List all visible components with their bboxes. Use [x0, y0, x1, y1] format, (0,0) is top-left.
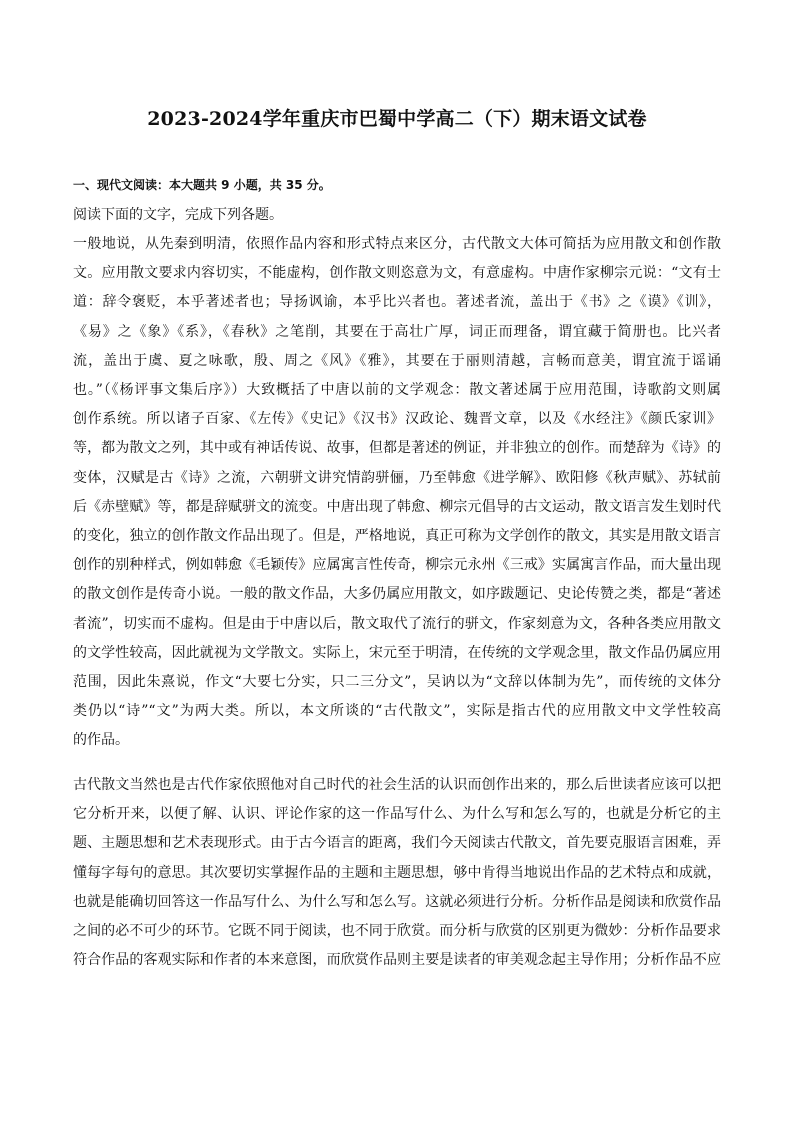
text-line: 创作的别种样式，例如韩愈《毛颖传》应属寓言性传奇，柳宗元永州《三戒》实属寓言作品，而大量出现: [73, 557, 721, 574]
reading-instruction: [73, 201, 721, 230]
text-line: 之间的必不可少的环节。它既不同于阅读，也不同于欣赏。而分析与欣赏的区别更为微妙：分析作品要求: [73, 923, 721, 940]
text-line: 者流”，切实而不虚构。但是由于中唐以后，散文取代了流行的骈文，作家刻意为文，各种各类应用散文: [73, 615, 721, 632]
text-line: 也就是能确切回答这一作品写什么、为什么写和怎么写。这就必须进行分析。分析作品是阅读和欣赏作品: [73, 893, 721, 910]
passage-paragraph-2: [73, 771, 721, 975]
text-line: 的文学性较高，因此就视为文学散文。实际上，宋元至于明清，在传统的文学观念里，散文作品仍属应用: [73, 644, 721, 661]
text-line: 也。”（《杨评事文集后序》）大致概括了中唐以前的文学观念：散文著述属于应用范围，诗歌韵文则属: [73, 382, 721, 399]
exam-title: 2023-2024学年重庆市巴蜀中学高二（下）期末语文试卷: [147, 108, 647, 130]
text-line: 创作系统。所以诸子百家、《左传》《史记》《汉书》汉政论、魏晋文章，以及《水经注》《颜氏家训》: [73, 411, 721, 428]
text-line: 变体，汉赋是古《诗》之流，六朝骈文讲究情韵骈俪，乃至韩愈《进学解》、欧阳修《秋声赋》、苏轼前: [73, 469, 721, 486]
text-line: 类仍以“诗”“文”为两大类。所以，本文所谈的“古代散文”，实际是指古代的应用散文中文学性较高: [73, 703, 721, 720]
text-line: 后《赤壁赋》等，都是辞赋骈文的流变。中唐出现了韩愈、柳宗元倡导的古文运动，散文语言发生划时代: [73, 498, 721, 515]
text-line: 流，盖出于虞、夏之咏歌，殷、周之《风》《雅》，其要在于丽则清越，言畅而意美，谓宜流于谣诵: [73, 352, 721, 369]
text-line: 它分析开来，以便了解、认识、评论作家的这一作品写什么、为什么写和怎么写的，也就是分析它的主: [73, 806, 721, 823]
text-line: 懂每字每句的意思。其次要切实掌握作品的主题和主题思想，够中肯得当地说出作品的艺术特点和成就，: [73, 864, 721, 881]
text-line: 道：辞令褒贬，本乎著述者也；导扬讽谕，本乎比兴者也。著述者流，盖出于《书》之《谟》《训》，: [73, 294, 721, 311]
text-line: 的变化，独立的创作散文作品出现了。但是，严格地说，真正可称为文学创作的散文，其实是用散文语言: [73, 528, 721, 545]
text-line: 文。应用散文要求内容切实，不能虚构，创作散文则恣意为文，有意虚构。中唐作家柳宗元说：“文有士: [73, 265, 721, 282]
text-line: 等，都为散文之列，其中或有神话传说、故事，但都是著述的例证，并非独立的创作。而楚辞为《诗》的: [73, 440, 721, 457]
passage-paragraph-1: [73, 230, 721, 756]
text-line: 的散文创作是传奇小说。一般的散文作品，大多仍属应用散文，如序跋题记、史论传赞之类，都是“著述: [73, 586, 721, 603]
text-line: 符合作品的客观实际和作者的本来意图，而欣赏作品则主要是读者的审美观念起主导作用；分析作品不应: [73, 952, 721, 969]
instruction-text: 阅读下面的文字，完成下列各题。: [73, 207, 283, 223]
section-heading: 一、现代文阅读：本大题共 9 小题，共 35 分。: [73, 178, 331, 192]
text-line: 古代散文当然也是古代作家依照他对自己时代的社会生活的认识而创作出来的，那么后世读者应该可以把: [73, 777, 721, 793]
text-line: 范围，因此朱熹说，作文“大要七分实，只二三分文”，吴讷以为“文辞以体制为先”，而传统的文体分: [73, 674, 721, 691]
text-line: 《易》之《象》《系》，《春秋》之笔削，其要在于高壮广厚，词正而理备，谓宜藏于简册也。比兴者: [73, 323, 721, 340]
text-line: 题、主题思想和艺术表现形式。由于古今语言的距离，我们今天阅读古代散文，首先要克服语言困难，弄: [73, 835, 721, 852]
text-line: 的作品。: [73, 732, 129, 749]
text-line: 一般地说，从先秦到明清，依照作品内容和形式特点来区分，古代散文大体可简括为应用散文和创作散: [73, 236, 721, 252]
